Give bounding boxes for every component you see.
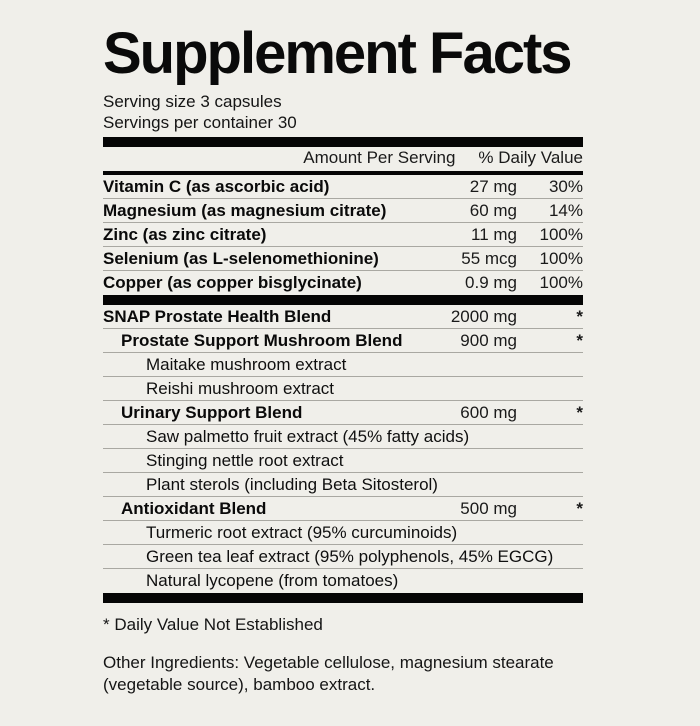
blend-daily-value: * — [576, 330, 583, 350]
row-prostate-support-mushroom-blend — [103, 329, 583, 353]
row-saw-palmetto-fruit-extract — [103, 425, 583, 449]
blend-daily-value: * — [576, 306, 583, 326]
supplement-facts-panel — [103, 21, 583, 696]
blend-name: Prostate Support Mushroom Blend — [121, 330, 403, 350]
nutrient-daily-value: 14% — [548, 200, 583, 220]
row-reishi-mushroom-extract — [103, 377, 583, 401]
nutrient-daily-value: 100% — [539, 248, 583, 268]
blend-amount: 2000 mg — [450, 306, 517, 326]
row-vitamin-c — [103, 175, 583, 199]
nutrient-name: Vitamin C (as ascorbic acid) — [103, 176, 330, 196]
ingredient-name: Turmeric root extract (95% curcuminoids) — [146, 522, 458, 542]
row-antioxidant-blend — [103, 497, 583, 521]
column-header-daily-value: % Daily Value — [478, 148, 583, 168]
nutrient-name: Zinc (as zinc citrate) — [103, 224, 267, 244]
row-maitake-mushroom-extract — [103, 353, 583, 377]
divider-thick-top — [103, 137, 583, 147]
nutrient-daily-value: 30% — [548, 176, 583, 196]
row-magnesium — [103, 199, 583, 223]
column-header-row — [103, 147, 583, 171]
nutrient-daily-value: 100% — [539, 224, 583, 244]
ingredient-name: Plant sterols (including Beta Sitosterol) — [146, 474, 438, 494]
page-title: Supplement Facts — [103, 21, 571, 86]
nutrient-name: Copper (as copper bisglycinate) — [103, 273, 362, 293]
nutrient-amount: 11 mg — [471, 224, 517, 244]
ingredient-name: Stinging nettle root extract — [146, 450, 344, 470]
ingredient-name: Reishi mushroom extract — [146, 378, 335, 398]
row-natural-lycopene — [103, 569, 583, 593]
blend-amount: 900 mg — [460, 330, 517, 350]
row-snap-prostate-health-blend — [103, 305, 583, 329]
blend-name: Urinary Support Blend — [121, 402, 303, 422]
nutrient-amount: 27 mg — [469, 176, 517, 196]
nutrient-amount: 0.9 mg — [465, 273, 517, 293]
column-header-amount: Amount Per Serving — [303, 148, 456, 168]
servings-per-container-text: Servings per container 30 — [103, 113, 297, 133]
nutrient-name: Magnesium (as magnesium citrate) — [103, 200, 387, 220]
divider-thick-bottom — [103, 593, 583, 603]
blend-amount: 600 mg — [460, 402, 517, 422]
nutrient-amount: 60 mg — [469, 200, 517, 220]
blend-name: Antioxidant Blend — [121, 498, 267, 518]
blend-daily-value: * — [576, 498, 583, 518]
serving-size-text: Serving size 3 capsules — [103, 92, 282, 112]
blend-daily-value: * — [576, 402, 583, 422]
other-ingredients-text: Other Ingredients: Vegetable cellulose, magnesium stearate (vegetable source), bamboo extract. — [103, 653, 554, 695]
row-turmeric-root-extract — [103, 521, 583, 545]
serving-info — [103, 91, 583, 133]
divider-thick-middle — [103, 295, 583, 305]
nutrient-name: Selenium (as L-selenomethionine) — [103, 248, 379, 268]
row-selenium — [103, 247, 583, 271]
ingredient-name: Natural lycopene (from tomatoes) — [146, 571, 399, 591]
nutrient-amount: 55 mcg — [461, 248, 517, 268]
ingredient-name: Green tea leaf extract (95% polyphenols, 45% EGCG) — [146, 546, 554, 566]
blend-name: SNAP Prostate Health Blend — [103, 306, 332, 326]
row-stinging-nettle-root-extract — [103, 449, 583, 473]
nutrient-daily-value: 100% — [539, 273, 583, 293]
row-green-tea-leaf-extract — [103, 545, 583, 569]
ingredient-name: Maitake mushroom extract — [146, 354, 347, 374]
row-plant-sterols — [103, 473, 583, 497]
blend-amount: 500 mg — [460, 498, 517, 518]
ingredient-name: Saw palmetto fruit extract (45% fatty acids) — [146, 426, 470, 446]
row-copper — [103, 271, 583, 295]
row-urinary-support-blend — [103, 401, 583, 425]
row-zinc — [103, 223, 583, 247]
daily-value-footnote: * Daily Value Not Established — [103, 615, 323, 635]
